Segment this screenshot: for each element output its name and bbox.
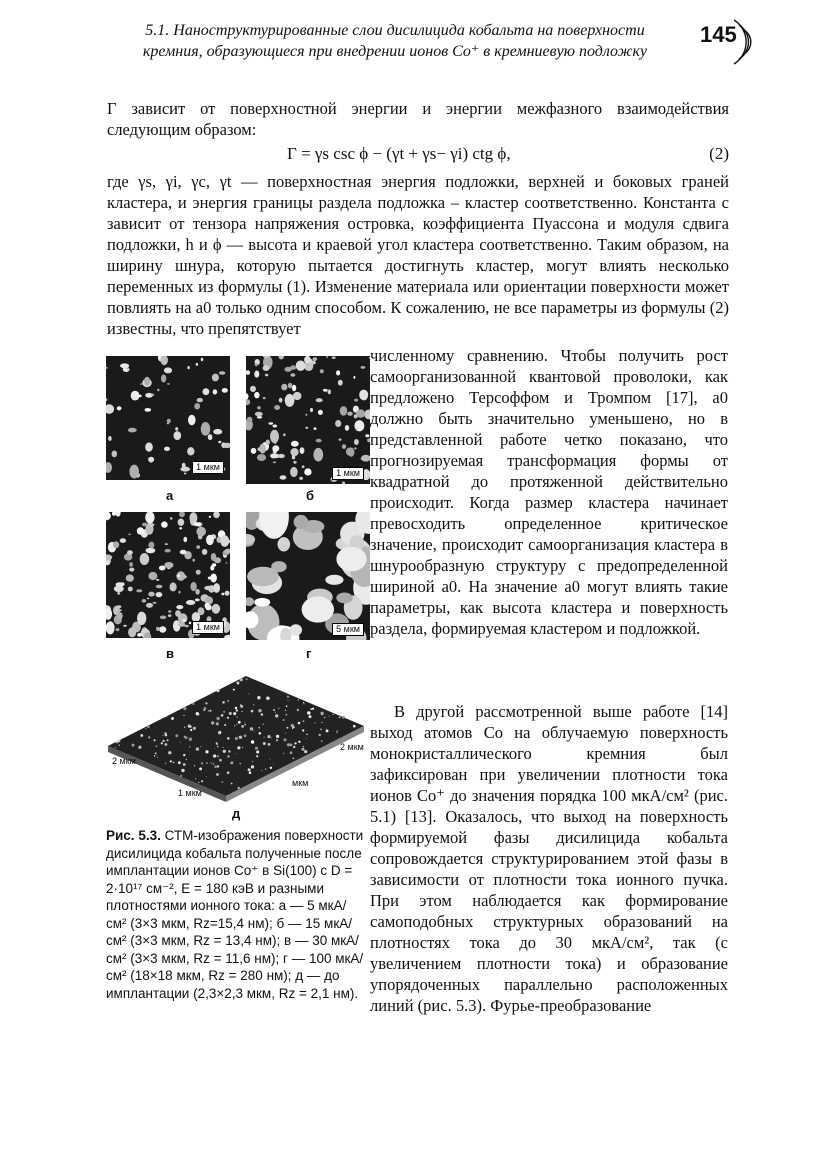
panel-label-b: б (306, 488, 315, 503)
panel-label-g: г (306, 646, 312, 661)
stm-image-v (106, 512, 230, 638)
figure-caption (106, 827, 364, 1002)
figure-caption-number: Рис. 5.3. (106, 828, 161, 843)
panel-label-d: д (232, 806, 241, 821)
column-text-1: численному сравнению. Чтобы получить рост самоорганизованной квантовой проволоки, как предложено Терсоффом и Тромпом [17], a0 должно быть значительно уменьшено, но в представленной работе четко показано, что прогнозируемая трансформация формы от квадратной до протяженной действительно происходит. Когда размер кластера начинает превосходить определенное критическое значение, происходит самоорганизация кластера в шнурообразную структуру с предопределенной шириной a0. На значение a0 могут влиять такие параметры, как высота кластера и поверхность раздела, формируемая кластером и подложкой. (370, 346, 728, 638)
scale-bar-v: 1 мкм (192, 621, 224, 634)
panel-label-v: в (166, 646, 174, 661)
axis-label-d-1: 2 мкм (112, 756, 136, 766)
scale-bar-a: 1 мкм (192, 461, 224, 474)
header-line-2: кремния, образующиеся при внедрении ионов Co⁺ в кремниевую подложку (142, 43, 648, 60)
stm-image-a (106, 356, 230, 480)
scale-bar-g: 5 мкм (332, 623, 364, 636)
equation-formula: Γ = γs csc ϕ − (γt + γs− γi) ctg ϕ, (287, 144, 511, 163)
stm-3d-image-d (106, 668, 368, 806)
panel-label-a: а (166, 488, 174, 503)
stm-image-g (246, 512, 370, 640)
running-header (100, 20, 690, 62)
page-decoration-icon (730, 12, 766, 72)
page-number: 145 (700, 22, 737, 47)
paragraph-1: где γs, γi, γc, γt — поверхностная энергия подложки, верхней и боковых граней кластера, и энергия границы раздела подложка – кластер соответственно. Константа c зависит от тензора напряжения островка, коэффициента Пуассона и модуля сдвига подложки, h и ϕ — высота и краевой угол кластера соответственно. Таким образом, на ширину шнура, которую пытается достигнуть кластер, могут влиять несколько переменных из формулы (1). Изменение материала или ориентации поверхности может повлиять на a0 только одним способом. К сожалению, не все параметры из формулы (2) известны, что препятствует (107, 172, 729, 338)
equation-number: (2) (709, 144, 729, 163)
axis-label-d-4: мкм (292, 778, 309, 788)
axis-label-d-3: 2 мкм (340, 742, 364, 752)
figure-caption-text: СТМ-изображения поверхности дисилицида кобальта полученные после имплантации ионов Co⁺ в Si(100) с D = 2·10¹⁷ см⁻², E = 180 кэВ и разными плотностями ионного тока: а — 5 мкА/см² (3×3 мкм, Rz=15,4 нм); б — 15 мкА/см² (3×3 мкм, Rz = 13,4 нм); в — 30 мкА/см² (3×3 мкм, Rz = 11,6 нм); г — 100 мкА/см² (18×18 мкм, Rz = 280 нм); д — до имплантации (2,3×2,3 мкм, Rz = 2,1 нм). (106, 828, 364, 1001)
column-text-2: В другой рассмотренной выше работе [14] выход атомов Co на облучаемую поверхность монокристаллического кремния был зафиксирован при увеличении плотности тока ионов Co⁺ до значения порядка 100 мкА/см² (рис. 5.1) [13]. Оказалось, что выход на поверхность формируемой фазы дисилицида кобальта сопровождается структурированием этой фазы в зависимости от плотности тока ионного пучка. При этом наблюдается как формирование самоподобных структурных образований на плотностях тока до 30 мкА/см², так (с увеличением плотности тока) и образование упорядоченных параллельно расположенных линий (рис. 5.3). Фурье-преобразование (370, 702, 728, 1015)
stm-image-b (246, 356, 370, 484)
axis-label-d-2: 1 мкм (178, 788, 202, 798)
intro-text: Г зависит от поверхностной энергии и энергии межфазного взаимодействия следующим образом: (107, 99, 729, 139)
scale-bar-b: 1 мкм (332, 467, 364, 480)
header-line-1: 5.1. Наноструктурированные слои дисилицида кобальта на поверхности (145, 22, 645, 39)
